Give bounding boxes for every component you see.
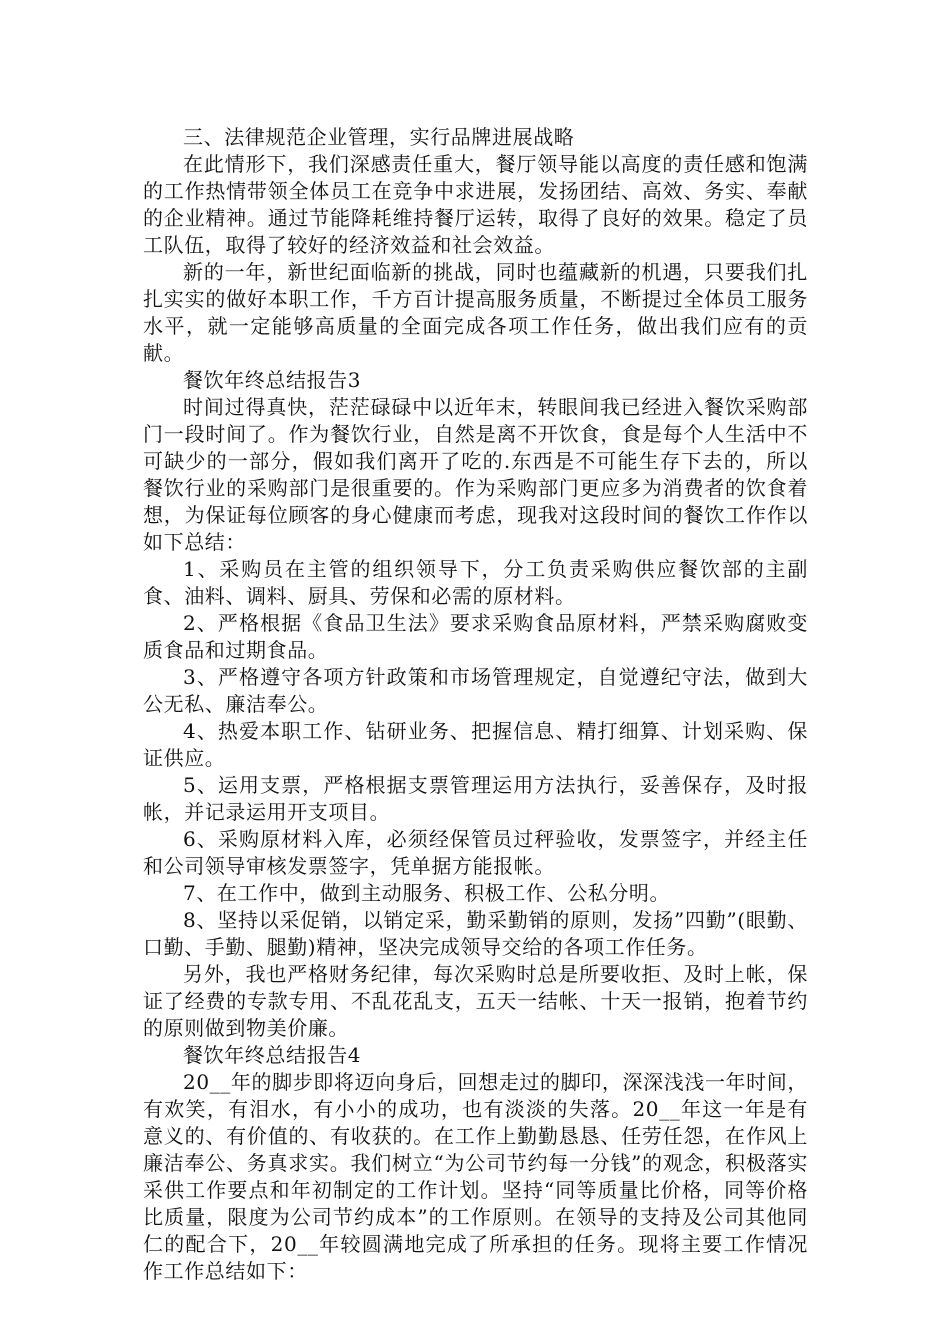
list-item: 7、在工作中，做到主动服务、积极工作、公私分明。 xyxy=(183,881,671,905)
list-item: 4、热爱本职工作、钻研业务、把握信息、精打细算、计划采购、保证供应。 xyxy=(143,719,808,770)
paragraph: 在此情形下，我们深感责任重大，餐厅领导能以高度的责任感和饱满的工作热情带领全体员工在竞争中求进展，发扬团结、高效、务实、奉献的企业精神。通过节能降耗维持餐厅运转，取得了良好的效果。稳定了员工队伍，取得了较好的经济效益和社会效益。 xyxy=(143,152,808,257)
paragraph: 时间过得真快，茫茫碌碌中以近年末，转眼间我已经进入餐饮采购部门一段时间了。作为餐饮行业，自然是离不开饮食，食是每个人生活中不可缺少的一部分，假如我们离开了吃的.东西是不可能生存下去的，所以餐饮行业的采购部门是很重要的。作为采购部门更应多为消费者的饮食着想，为保证每位顾客的身心健康而考虑，现我对这段时间的餐饮工作作以如下总结： xyxy=(143,395,808,554)
section-heading: 三、法律规范企业管理，实行品牌进展战略 xyxy=(183,125,575,149)
paragraph: 另外，我也严格财务纪律，每次采购时总是所要收拒、及时上帐，保证了经费的专款专用、不乱花乱支，五天一结帐、十天一报销，抱着节约的原则做到物美价廉。 xyxy=(143,962,808,1040)
list-item: 2、严格根据《食品卫生法》要求采购食品原材料，严禁采购腐败变质食品和过期食品。 xyxy=(143,611,808,662)
paragraph: 20__年的脚步即将迈向身后，回想走过的脚印，深深浅浅一年时间，有欢笑，有泪水，有小小的成功，也有淡淡的失落。20__年这一年是有意义的、有价值的、有收获的。在工作上勤勤恳恳、任劳任怨，在作风上廉洁奉公、务真求实。我们树立“为公司节约每一分钱”的观念，积极落实采供工作要点和年初制定的工作计划。坚持“同等质量比价格，同等价格比质量，限度为公司节约成本”的工作原则。在领导的支持及公司其他同仁的配合下，20__年较圆满地完成了所承担的任务。现将主要工作情况作工作总结如下： xyxy=(143,1070,808,1283)
list-item: 1、采购员在主管的组织领导下，分工负责采购供应餐饮部的主副食、油料、调料、厨具、劳保和必需的原材料。 xyxy=(143,557,808,608)
list-item: 3、严格遵守各项方针政策和市场管理规定，自觉遵纪守法，做到大公无私、廉洁奉公。 xyxy=(143,665,808,716)
list-item: 6、采购原材料入库，必须经保管员过秤验收，发票签字，并经主任和公司领导审核发票签字，凭单据方能报帐。 xyxy=(143,827,808,878)
report-heading: 餐饮年终总结报告3 xyxy=(183,368,362,392)
list-item: 8、坚持以采促销，以销定采，勤采勤销的原则，发扬”四勤”(眼勤、口勤、手勤、腿勤)精神，坚决完成领导交给的各项工作任务。 xyxy=(143,908,808,959)
document-body xyxy=(143,124,808,1285)
paragraph: 新的一年，新世纪面临新的挑战，同时也蕴藏新的机遇，只要我们扎扎实实的做好本职工作，千方百计提高服务质量，不断提过全体员工服务水平，就一定能够高质量的全面完成各项工作任务，做出我们应有的贡献。 xyxy=(143,260,808,365)
report-heading: 餐饮年终总结报告4 xyxy=(183,1043,362,1067)
list-item: 5、运用支票，严格根据支票管理运用方法执行，妥善保存，及时报帐，并记录运用开支项目。 xyxy=(143,773,808,824)
